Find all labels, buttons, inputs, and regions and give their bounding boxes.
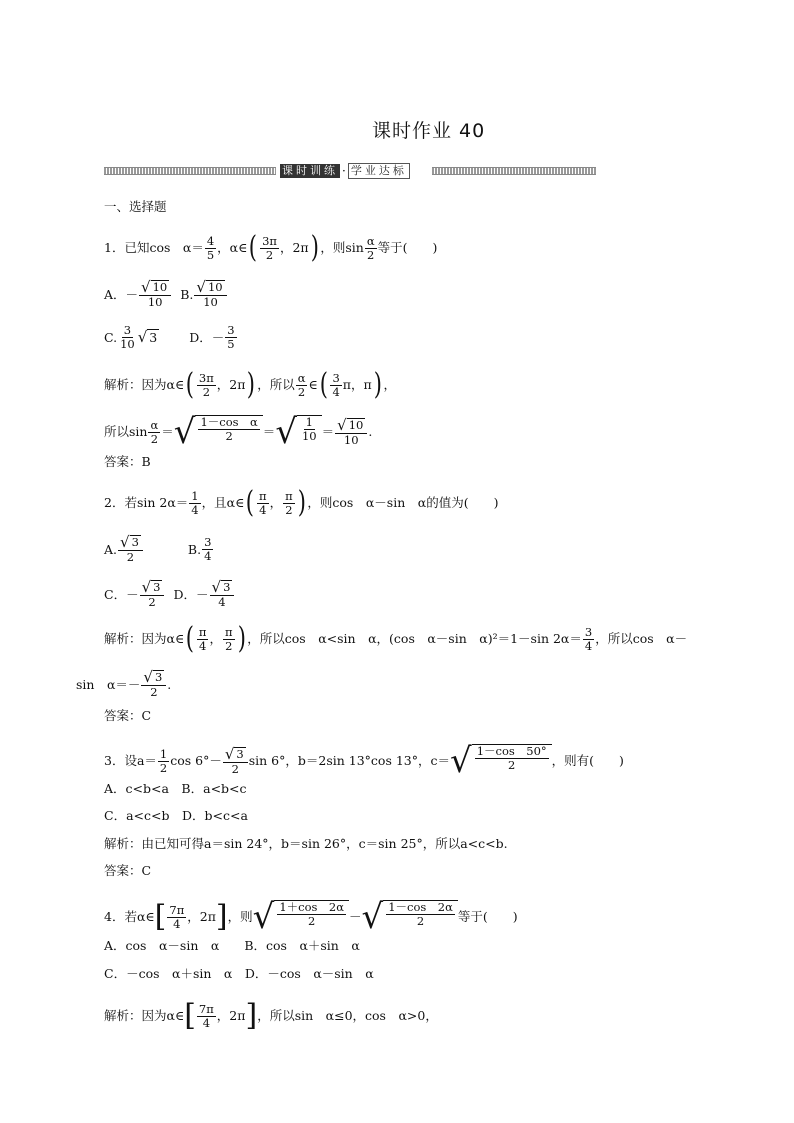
q4-stem: 4．若α∈ [ $\frac{7\pi}{4}$ ，2π ] ，则 √ $\frac{1+\cos 2\alpha}{2}$ － √ $\frac{1-\cos 2\alpha}{2}$ 等于( ) (104, 897, 518, 937)
q1-options-ab: A．－ √ 10 10 B. √ 10 10 (104, 280, 228, 309)
q1-fraction: $\frac{4}{5}$ (206, 233, 215, 262)
section-heading: 一、选择题 (104, 199, 167, 214)
banner-rule-right (432, 168, 596, 174)
banner-right-tag: 学业达标 (348, 163, 410, 179)
q1-solution-2: 所以sin $\frac{\alpha}{2}$ ＝ √ $\frac{\text{1－cos α}}{2}$ ＝ √ $\frac{1}{10}$ ＝ √ 10 10 . (104, 412, 373, 452)
q1-fraction: $\frac{\alpha}{2}$ (366, 233, 375, 262)
q3-solution: 解析：由已知可得a＝sin 24°，b＝sin 26°，c＝sin 25°，所以a<c<b. (104, 836, 508, 851)
q1-stem: 1．已知cos α＝ $\frac{4}{5}$ ，α∈ ( $\frac{3\pi}{2}$ ，2π ) ，则sin $\frac{\alpha}{2}$ 等于( ) (104, 230, 438, 265)
page-title: 课时作业 40 (372, 120, 486, 142)
q3-options-ab: A．c<b<a B．a<b<c (104, 781, 247, 796)
q1-solution-1: 解析：因为α∈ ( $\frac{3\pi}{2}$ ，2π ) ，所以 $\frac{\alpha}{2}$ ∈ ( $\frac{3}{4}$ π，π ) ， (104, 367, 396, 402)
q1-fraction: $\frac{3\pi}{2}$ (262, 233, 277, 262)
q4-solution: 解析：因为α∈ [ $\frac{7\pi}{4}$ ，2π ] ，所以sin α≤0，cos α>0， (104, 998, 438, 1033)
q4-options-cd: C．－cos α＋sin α D．－cos α－sin α (104, 966, 374, 981)
banner-left-tag: 课时训练 (282, 164, 338, 177)
q4-options-ab: A．cos α－sin α B．cos α＋sin α (104, 938, 360, 953)
q1-options-cd: C. $\frac{3}{10}$ √ 3 D．－ $\frac{3}{5}$ (104, 323, 235, 351)
q3-options-cd: C．a<c<b D．b<c<a (104, 808, 248, 823)
q1-answer: 答案：B (104, 454, 151, 469)
q3-answer: 答案：C (104, 863, 152, 878)
q2-options-ab: A. √ 3 2 B. $\frac{3}{4}$ (104, 533, 212, 564)
banner-separator: · (342, 164, 346, 178)
q2-solution-1: 解析：因为α∈ ( $\frac{\pi}{4}$ ， $\frac{\pi}{2}$ ) ，所以cos α<sin α，(cos α－sin α)²＝1－sin 2α＝ $\frac{3}{4}$ ，所以cos α－ (104, 621, 688, 656)
q3-stem: 3．设a＝ $\frac{1}{2}$ cos 6°－ √ 3 2 sin 6°，b＝2sin 13°cos 13°，c＝ √ $\frac{1-\cos 50^\circ}{2}$ ，则有( ) (104, 741, 624, 781)
banner-rule-left (104, 168, 276, 174)
banner (280, 163, 410, 179)
q2-options-cd: C．－ √ 3 2 D．－ √ 3 4 (104, 580, 235, 609)
q2-answer: 答案：C (104, 708, 152, 723)
q2-stem: 2．若sin 2α＝ $\frac{1}{4}$ ，且α∈ ( $\frac{\pi}{4}$ ， $\frac{\pi}{2}$ ) ，则cos α－sin α的值为( ) (104, 485, 499, 520)
q2-solution-2: sin α＝－ √ 3 2 . (76, 668, 172, 699)
